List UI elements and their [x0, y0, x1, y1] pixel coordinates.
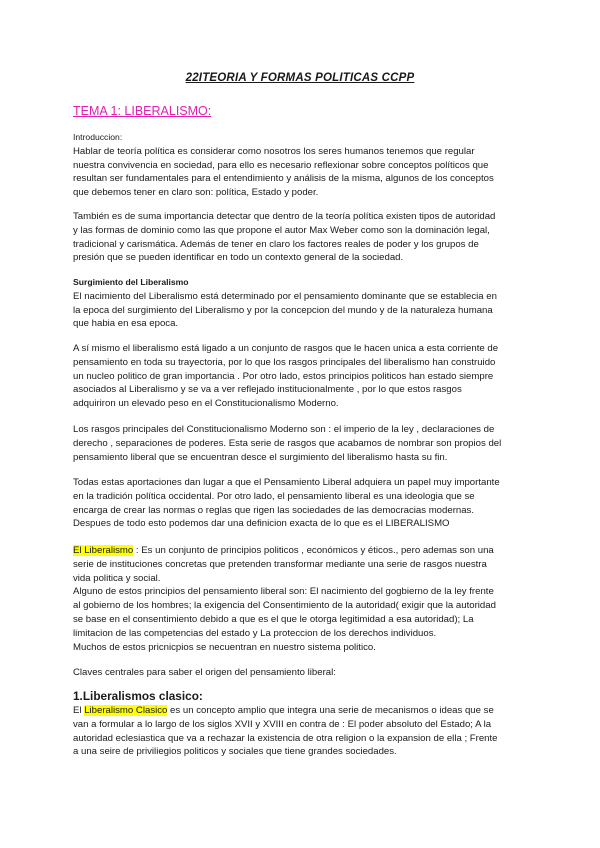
paragraph-line: a una seire de priviliegios politicos y sociales que tiene grandes sociedades.: [73, 746, 397, 758]
intro-line: resultan ser fundamentales para el entendimiento y análisis de la misma, algunos de los conceptos: [73, 173, 494, 185]
paragraph-line: limitacion de las competencias del estado y La proteccion de los derechos individuos.: [73, 627, 437, 639]
paragraph-line: Los rasgos principales del Constitucionalismo Moderno son : el imperio de la ley , declaraciones de: [73, 424, 495, 435]
paragraph-line: Muchos de estos pricnicpios se necuentran en nuestro sistema politico.: [73, 641, 376, 653]
definicion-text: : Es un conjunto de principios politicos , económicos y éticos., pero ademas son una: [133, 545, 494, 556]
paragraph-line: Alguno de estos principios del pensamiento liberal son: El nacimiento del gogbierno de la ley frente: [73, 586, 494, 598]
paragraph-line: al gobierno de los hombres; la exigencia del Consentimiento de la autoridad( exigir que la autoridad: [73, 600, 496, 612]
intro-section: [73, 131, 535, 200]
clasico-prefix: El: [73, 705, 85, 716]
document-title: 22ITEORIA Y FORMAS POLITICAS CCPP: [185, 72, 415, 84]
paragraph-line: se base en el consentimiento debido a que es el que le otorga legitimidad a esa autoridad); La: [73, 613, 474, 625]
paragraph-line: van a formular a lo largo de los siglos XVII y XVIII en contra de : El poder absoluto del Estado; A la: [73, 718, 492, 730]
claves-label-block: [73, 666, 535, 680]
paragraph-line: la epoca del surgimiento del Liberalismo y por la concepcion del mundo y de la naturaleza humana: [73, 304, 493, 316]
intro-label: Introduccion:: [73, 132, 123, 142]
paragraph-rasgos: [73, 342, 535, 411]
paragraph-line: Todas estas aportaciones dan lugar a que el Pensamiento Liberal adquiera un papel muy importante: [73, 477, 500, 488]
paragraph-line: en la tradición política occidental. Por otro lado, el pensamiento liberal es una ideologia que se: [73, 490, 475, 502]
paragraph-constitucionalismo: [73, 423, 535, 464]
paragraph-line: El nacimiento del Liberalismo está determinado por el pensamiento dominante que se establecia en: [73, 290, 497, 302]
paragraph-line: serie de instituciones concretas que pretenden transformar mediante una serie de rasgos nuestra: [73, 558, 487, 570]
definicion-section: [73, 544, 535, 654]
paragraph-line: derecho , separaciones de poderes. Esta serie de rasgos que acabamos de nombrar son propios del: [73, 437, 502, 449]
paragraph-line: presión que se pueden identificar en todo un contexto general de la sociedad.: [73, 252, 404, 264]
paragraph-line: y las formas de dominio como las que propone el autor Max Weber como son la dominación legal,: [73, 224, 490, 236]
paragraph-weber: [73, 210, 535, 265]
paragraph-line: asociados al Liberalismo y se va a ver reflejado institucionalmente , por lo que estos rasgos: [73, 384, 462, 396]
clasico-text: es un concepto amplio que integra una serie de mecanismos o ideas que se: [167, 705, 494, 716]
paragraph-line: pensamiento liberal que se encuentran desce el surgimiento del liberalismo hasta su fin.: [73, 451, 448, 463]
clasico-first-line: [73, 704, 535, 718]
clasico-section: [73, 704, 535, 759]
intro-line: nuestra convivencia en sociedad, para ello es necesario reflexionar sobre conceptos políticos que: [73, 159, 489, 171]
intro-line: que debemos tener en claro son: política, Estado y poder.: [73, 187, 319, 199]
paragraph-line: tradicional y carismática. Además de tener en claro los factores reales de poder y los grupos de: [73, 238, 479, 250]
highlight-liberalismo: El Liberalismo: [73, 545, 134, 556]
paragraph-line: adquiriron un elevado peso en el Constitucionalismo Moderno.: [73, 398, 339, 410]
paragraph-line: También es de suma importancia detectar que dentro de la teoría política existen tipos de autoridad: [73, 211, 496, 222]
section-heading: 1.Liberalismos clasico:: [73, 689, 203, 703]
highlight-liberalismo-clasico: Liberalismo Clasico: [84, 705, 168, 716]
paragraph-line: encarga de crear las normas o reglas que rigen las sociedades de las democracias modernas.: [73, 504, 475, 516]
surgimiento-section: [73, 276, 535, 331]
paragraph-line: un nucleo politico de gran importancia . Por otro lado, estos principios politicos han estado siempre: [73, 370, 494, 382]
intro-line: Hablar de teoría política es considerar como nosotros los seres humanos tenemos que regular: [73, 145, 475, 157]
paragraph-line: A sí mismo el liberalismo está ligado a un conjunto de rasgos que le hacen unica a esta corriente de: [73, 343, 499, 354]
surgimiento-label: Surgimiento del Liberalismo: [73, 277, 189, 287]
paragraph-line: que habia en esa epoca.: [73, 318, 179, 330]
claves-label: Claves centrales para saber el origen del pensamiento liberal:: [73, 667, 336, 678]
paragraph-line: autoridad eclesiastica que va a rechazar la existencia de otra religion o la expansion de ella ; Frente: [73, 732, 498, 744]
tema-heading: TEMA 1: LIBERALISMO:: [73, 104, 212, 118]
definicion-first-line: [73, 544, 535, 558]
paragraph-line: Despues de todo esto podemos dar una definicion exacta de lo que es el LIBERALISMO: [73, 518, 450, 530]
paragraph-line: vida politica y social.: [73, 572, 161, 584]
paragraph-aportaciones: [73, 476, 535, 531]
paragraph-line: pensamiento en toda su trayectoria, por lo que los rasgos principales del liberalismo han construido: [73, 356, 496, 368]
